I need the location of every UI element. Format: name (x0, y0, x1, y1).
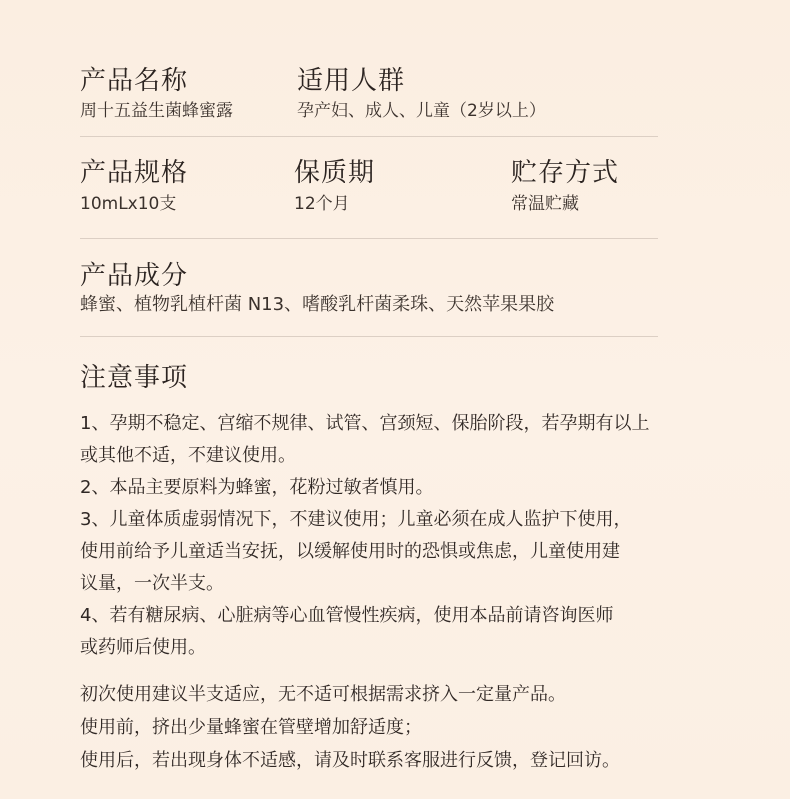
notes-line: 或其他不适，不建议使用。 (80, 445, 296, 466)
audience-label: 适用人群 (297, 66, 406, 96)
notes-list (80, 408, 730, 664)
ingredients-value: 蜂蜜、植物乳植杆菌 N13、嗜酸乳杆菌柔珠、天然苹果果胶 (80, 294, 555, 315)
usage-line: 初次使用建议半支适应，无不适可根据需求挤入一定量产品。 (80, 684, 566, 705)
notes-line: 1、孕期不稳定、宫缩不规律、试管、宫颈短、保胎阶段，若孕期有以上 (80, 413, 650, 434)
divider-1 (80, 136, 658, 137)
audience-value: 孕产妇、成人、儿童（2岁以上） (297, 101, 546, 121)
notes-line: 3、儿童体质虚弱情况下，不建议使用；儿童必须在成人监护下使用， (80, 509, 632, 530)
ingredients-label: 产品成分 (80, 261, 189, 291)
divider-3 (80, 336, 658, 337)
usage-line: 使用后，若出现身体不适感，请及时联系客服进行反馈，登记回访。 (80, 750, 620, 771)
shelf-life-label: 保质期 (294, 158, 376, 188)
notes-line: 4、若有糖尿病、心脏病等心血管慢性疾病，使用本品前请咨询医师 (80, 605, 614, 626)
usage-line: 使用前，挤出少量蜂蜜在管壁增加舒适度； (80, 717, 422, 738)
divider-2 (80, 238, 658, 239)
spec-label: 产品规格 (80, 158, 189, 188)
notes-line: 2、本品主要原料为蜂蜜，花粉过敏者慎用。 (80, 477, 434, 498)
product-name-value: 周十五益生菌蜂蜜露 (80, 101, 233, 121)
notes-line: 或药师后使用。 (80, 637, 206, 658)
storage-value: 常温贮藏 (511, 194, 579, 214)
shelf-life-value: 12个月 (294, 194, 350, 214)
notes-line: 议量，一次半支。 (80, 573, 224, 594)
spec-value: 10mLx10支 (80, 194, 177, 214)
product-name-label: 产品名称 (80, 66, 189, 96)
storage-label: 贮存方式 (511, 158, 620, 188)
notes-heading: 注意事项 (80, 363, 189, 393)
notes-line: 使用前给予儿童适当安抚，以缓解使用时的恐惧或焦虑，儿童使用建 (80, 541, 620, 562)
usage-list (80, 678, 730, 777)
